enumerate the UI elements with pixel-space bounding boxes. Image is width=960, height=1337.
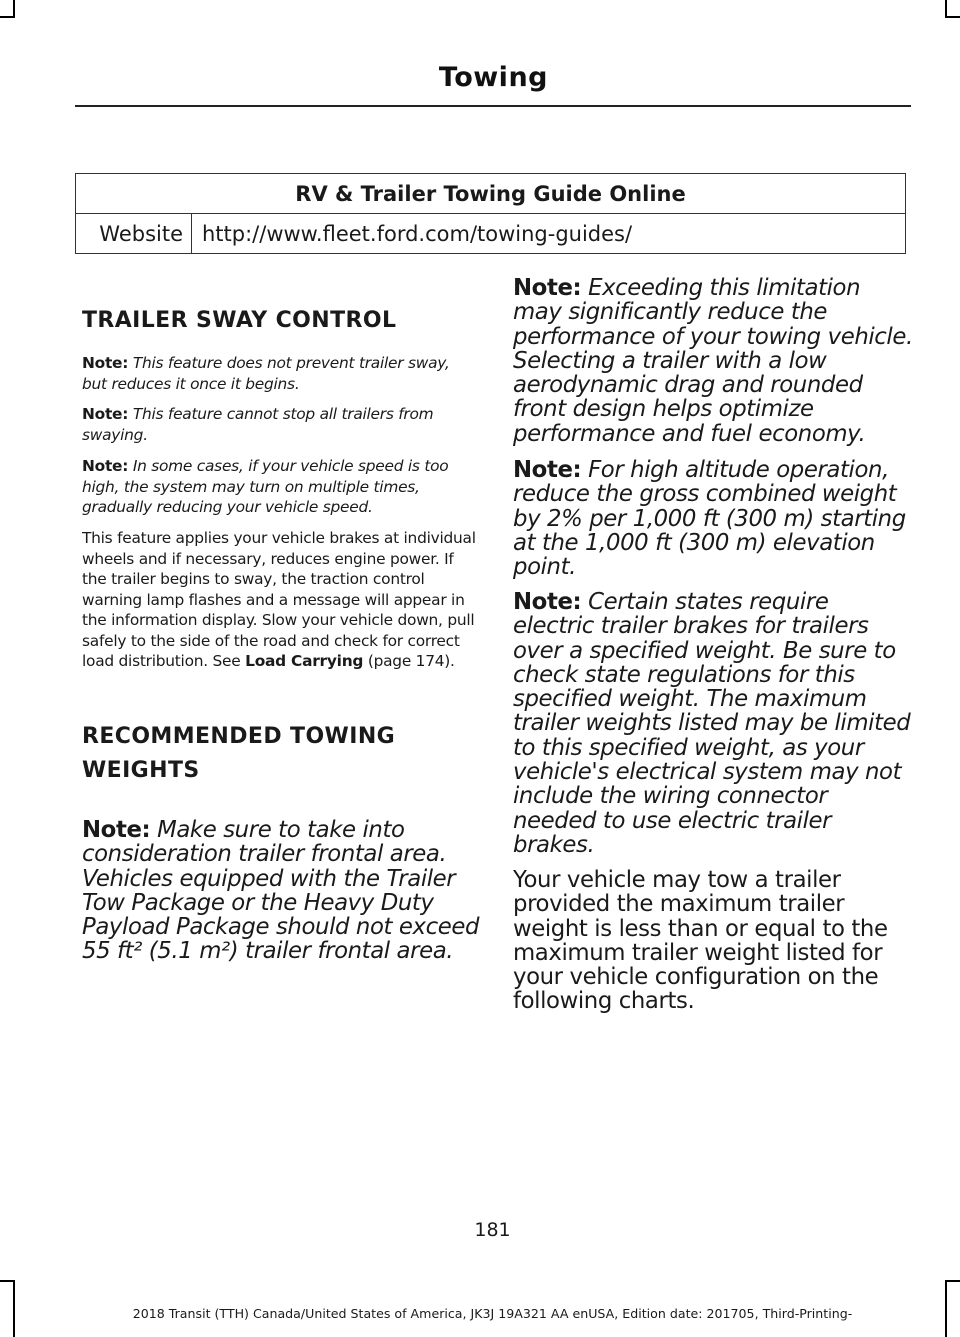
table-cell-label: Website <box>76 214 192 254</box>
table-row <box>76 214 906 254</box>
page-reference: (page 174). <box>367 652 455 670</box>
section-heading-sway: TRAILER SWAY CONTROL <box>82 308 397 333</box>
crop-mark <box>945 16 960 18</box>
body-text: This feature applies your vehicle brakes at individual wheels and if necessary, reduces engine power. If the trailer begins to sway, the traction control warning lamp flashes and a message will appear in the information display. Slow your vehicle down, pull safely to the side of the road and check for correct load distribution. See <box>82 529 476 670</box>
note-paragraph <box>82 404 477 445</box>
note-paragraph <box>82 818 482 964</box>
crop-mark <box>0 16 15 18</box>
note-paragraph <box>513 276 913 446</box>
note-paragraph <box>82 353 477 394</box>
footer-edition-info: 2018 Transit (TTH) Canada/United States of America, JK3J 19A321 AA enUSA, Edition date: 201705, Third-Printing- <box>132 1306 853 1321</box>
note-text: Certain states require electric trailer brakes for trailers over a specified weight. Be sure to check state regulations for this specified weight. The maximum trailer weights listed may be limited to this specified weight, as your vehicle's electrical system may not include the wiring connector needed to use electric trailer brakes. <box>513 589 911 858</box>
note-label: Note: <box>82 817 151 843</box>
note-text: For high altitude operation, reduce the gross combined weight by 2% per 1,000 ft (300 m) starting at the 1,000 ft (300 m) elevation point. <box>513 457 906 581</box>
load-carrying-link[interactable]: Load Carrying <box>245 652 364 670</box>
page-title: Towing <box>438 62 548 93</box>
note-label: Note: <box>82 405 129 423</box>
note-text: Exceeding this limitation may significantly reduce the performance of your towing vehicle. Selecting a trailer with a low aerodynamic drag and rounded front design helps optimize performance and fuel economy. <box>513 275 913 447</box>
note-paragraph <box>513 590 913 857</box>
note-paragraph <box>82 456 477 518</box>
note-label: Note: <box>513 457 582 483</box>
page-number: 181 <box>474 1219 511 1241</box>
note-label: Note: <box>513 589 582 615</box>
note-text: In some cases, if your vehicle speed is too high, the system may turn on multiple times, gradually reducing your vehicle speed. <box>82 457 449 516</box>
body-paragraph <box>82 528 477 672</box>
note-paragraph <box>513 458 913 579</box>
crop-mark <box>945 1280 960 1282</box>
table-header-row <box>76 174 906 214</box>
heading-line: RECOMMENDED TOWING <box>82 724 396 749</box>
table-cell-url: http://www.fleet.ford.com/towing-guides/ <box>192 214 906 254</box>
table-title: RV & Trailer Towing Guide Online <box>76 174 906 214</box>
header-divider <box>75 105 911 107</box>
section-heading-weights <box>82 720 482 788</box>
body-paragraph: Your vehicle may tow a trailer provided the maximum trailer weight is less than or equal to the maximum trailer weight listed for your vehicle configuration on the following charts. <box>513 867 888 1015</box>
crop-mark <box>0 1280 15 1282</box>
note-label: Note: <box>82 457 129 475</box>
note-text: This feature does not prevent trailer sway, but reduces it once it begins. <box>82 354 450 393</box>
heading-line: WEIGHTS <box>82 758 200 783</box>
towing-guide-table <box>75 173 906 254</box>
crop-mark <box>945 0 947 16</box>
note-text: Make sure to take into consideration trailer frontal area. Vehicles equipped with the Trailer Tow Package or the Heavy Duty Payload Package should not exceed 55 ft² (5.1 m²) trailer frontal area. <box>82 817 480 965</box>
note-label: Note: <box>513 275 582 301</box>
crop-mark <box>13 0 15 16</box>
note-text: This feature cannot stop all trailers from swaying. <box>82 405 434 444</box>
note-label: Note: <box>82 354 129 372</box>
